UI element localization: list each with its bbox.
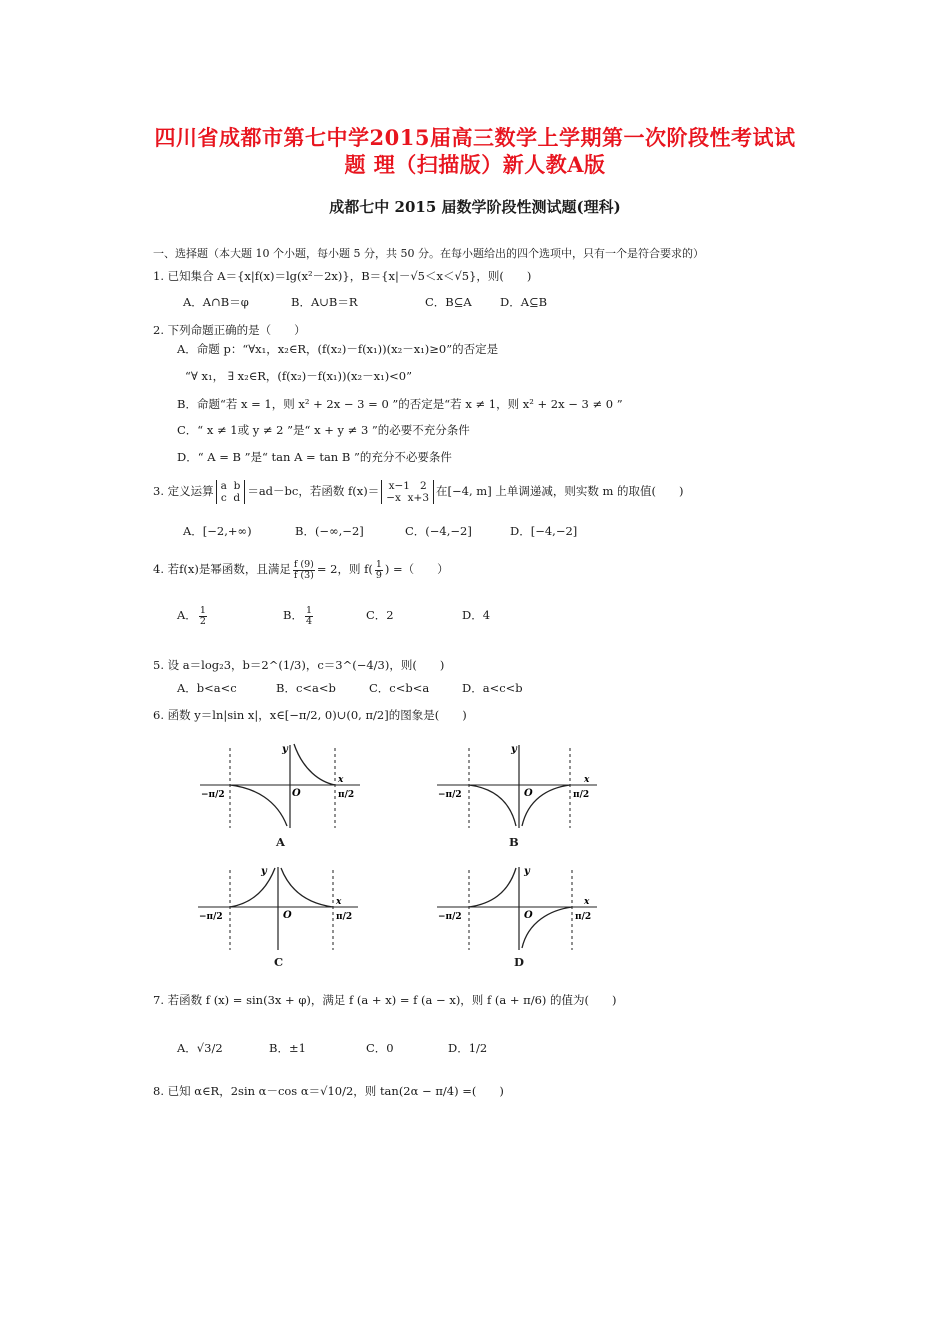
det2-b: 2: [420, 480, 427, 492]
graph-d-left-tick: −π/2: [438, 912, 462, 922]
graph-a-x-label: x: [338, 775, 344, 785]
q7-option-c: C．0: [366, 1041, 394, 1055]
q4-b-label: B．: [283, 608, 303, 622]
det1-d: d: [233, 492, 241, 504]
graph-d-x-label: x: [584, 897, 590, 907]
graph-a-left-tick: −π/2: [201, 790, 225, 800]
graph-c-left-tick: −π/2: [199, 912, 223, 922]
q8-stem: 8. 已知 α∈R，2sin α－cos α＝√10/2，则 tan(2α − π/4) =( ): [153, 1084, 504, 1098]
det2-c: −x: [386, 492, 401, 504]
graph-a-origin: O: [292, 788, 301, 799]
page-title-line-1: 四川省成都市第七中学2015届高三数学上学期第一次阶段性考试试: [154, 125, 796, 150]
q4-a-fraction: [199, 606, 207, 627]
q3-determinant-2: [381, 480, 434, 504]
q7-option-b: B．±1: [269, 1041, 306, 1055]
q3-stem-mid: ＝ad－bc，若函数 f(x)＝: [247, 484, 380, 498]
q3-option-d: D．[−4,−2]: [510, 524, 578, 538]
q5-option-b: B．c<a<b: [276, 681, 336, 695]
q4-fraction-arg: [375, 560, 383, 581]
q4-a-den: 2: [199, 615, 206, 627]
q5-option-c: C．c<b<a: [369, 681, 430, 695]
q2-option-b: B．命题“若 x = 1，则 x² + 2x − 3 = 0 ”的否定是“若 x ≠ 1，则 x² + 2x − 3 ≠ 0 ”: [177, 397, 623, 411]
q1-option-d: D．A⊆B: [500, 295, 548, 309]
graph-c-y-label: y: [261, 866, 267, 877]
det2-d: x+3: [407, 492, 430, 504]
q4-stem-mid: = 2，则 f(: [316, 562, 373, 576]
q4-arg-num: 1: [375, 558, 382, 570]
q4-f-num: f (9): [293, 558, 314, 570]
q3-stem: [153, 478, 684, 504]
q7-stem: 7. 若函数 f (x) = sin(3x + φ)，满足 f (a + x) = f (a − x)，则 f (a + π/6) 的值为( ): [153, 993, 617, 1007]
q5-option-a: A．b<a<c: [177, 681, 237, 695]
graph-b-left-tick: −π/2: [438, 790, 462, 800]
q3-stem-post: 在[−4, m] 上单调递减，则实数 m 的取值( ): [436, 484, 684, 498]
q6-graph-a: [195, 740, 365, 835]
graph-d-right-tick: π/2: [575, 912, 592, 922]
section-heading: 一、选择题（本大题 10 个小题，每小题 5 分，共 50 分。在每小题给出的四个选项中，只有一个是符合要求的）: [153, 247, 704, 260]
q5-stem: 5. 设 a＝log₂3，b＝2^(1/3)，c＝3^(−4/3)，则( ): [153, 658, 445, 672]
graph-c-origin: O: [283, 910, 292, 921]
q2-option-c: C．“ x ≠ 1或 y ≠ 2 ”是“ x + y ≠ 3 ”的必要不充分条件: [177, 423, 470, 437]
q6-stem: 6. 函数 y＝ln|sin x|，x∈[−π/2, 0)∪(0, π/2]的图象是( ): [153, 708, 467, 722]
q4-stem-pre: 4. 若f(x)是幂函数，且满足: [153, 562, 291, 576]
q3-option-c: C．(−4,−2]: [405, 524, 472, 538]
q4-fraction-f: [293, 560, 315, 581]
page-title-line-2: 题 理（扫描版）新人教A版: [344, 152, 606, 177]
q2-option-d: D．“ A = B ”是“ tan A = tan B ”的充分不必要条件: [177, 450, 452, 464]
q4-stem: [153, 556, 449, 582]
q4-b-num: 1: [305, 604, 312, 616]
graph-b-y-label: y: [511, 744, 517, 755]
q2-option-a-line1: A．命题 p：“∀x₁，x₂∈R，(f(x₂)－f(x₁))(x₂－x₁)≥0”的否定是: [177, 342, 499, 356]
q6-graph-c-label: C: [274, 955, 284, 969]
q4-option-c: C．2: [366, 608, 394, 622]
q6-graph-c: [193, 862, 363, 957]
q6-graph-d-label: D: [514, 955, 524, 969]
det1-c: c: [220, 492, 227, 504]
q4-b-den: 4: [305, 615, 312, 627]
q3-option-b: B．(−∞,−2]: [295, 524, 364, 538]
q7-option-a: A．√3/2: [177, 1041, 223, 1055]
graph-a-y-label: y: [282, 744, 288, 755]
q4-f-den: f (3): [293, 569, 314, 581]
q1-option-b: B．A∪B＝R: [291, 295, 358, 309]
q6-graph-d: [432, 862, 602, 957]
exam-subtitle: 成都七中 2015 届数学阶段性测试题(理科): [329, 198, 621, 216]
graph-b-origin: O: [524, 788, 533, 799]
q4-arg-den: 9: [375, 569, 382, 581]
q4-a-label: A．: [177, 608, 197, 622]
det1-a: a: [220, 480, 227, 492]
graph-b-x-label: x: [584, 775, 590, 785]
q2-option-a-line2: “∀ x₁， ∃ x₂∈R，(f(x₂)－f(x₁))(x₂－x₁)<0”: [185, 369, 413, 383]
q1-option-a: A．A∩B＝φ: [183, 295, 249, 309]
q3-determinant-1: [216, 480, 246, 504]
q1-option-c: C．B⊆A: [425, 295, 472, 309]
q6-graph-b: [432, 740, 602, 835]
graph-a-right-tick: π/2: [338, 790, 355, 800]
graph-b-right-tick: π/2: [573, 790, 590, 800]
q6-graph-b-label: B: [509, 835, 519, 849]
graph-c-right-tick: π/2: [336, 912, 353, 922]
q7-option-d: D．1/2: [448, 1041, 488, 1055]
q1-stem: 1. 已知集合 A＝{x|f(x)＝lg(x²－2x)}，B＝{x|－√5＜x＜√5}，则( ): [153, 269, 532, 283]
q4-option-b: [283, 602, 315, 628]
q4-option-d: D．4: [462, 608, 491, 622]
q4-stem-post: ) =（ ）: [384, 562, 449, 576]
q6-graph-a-label: A: [276, 835, 285, 849]
det1-b: b: [233, 480, 241, 492]
q3-option-a: A．[−2,+∞): [183, 524, 252, 538]
q5-option-d: D．a<c<b: [462, 681, 523, 695]
q4-option-a: [177, 602, 209, 628]
q4-a-num: 1: [199, 604, 206, 616]
q4-b-fraction: [305, 606, 313, 627]
q3-stem-pre: 3. 定义运算: [153, 484, 214, 498]
graph-d-y-label: y: [524, 866, 530, 877]
graph-c-x-label: x: [336, 897, 342, 907]
det2-a: x−1: [388, 480, 410, 492]
graph-d-origin: O: [524, 910, 533, 921]
q2-stem: 2. 下列命题正确的是（ ）: [153, 323, 306, 337]
